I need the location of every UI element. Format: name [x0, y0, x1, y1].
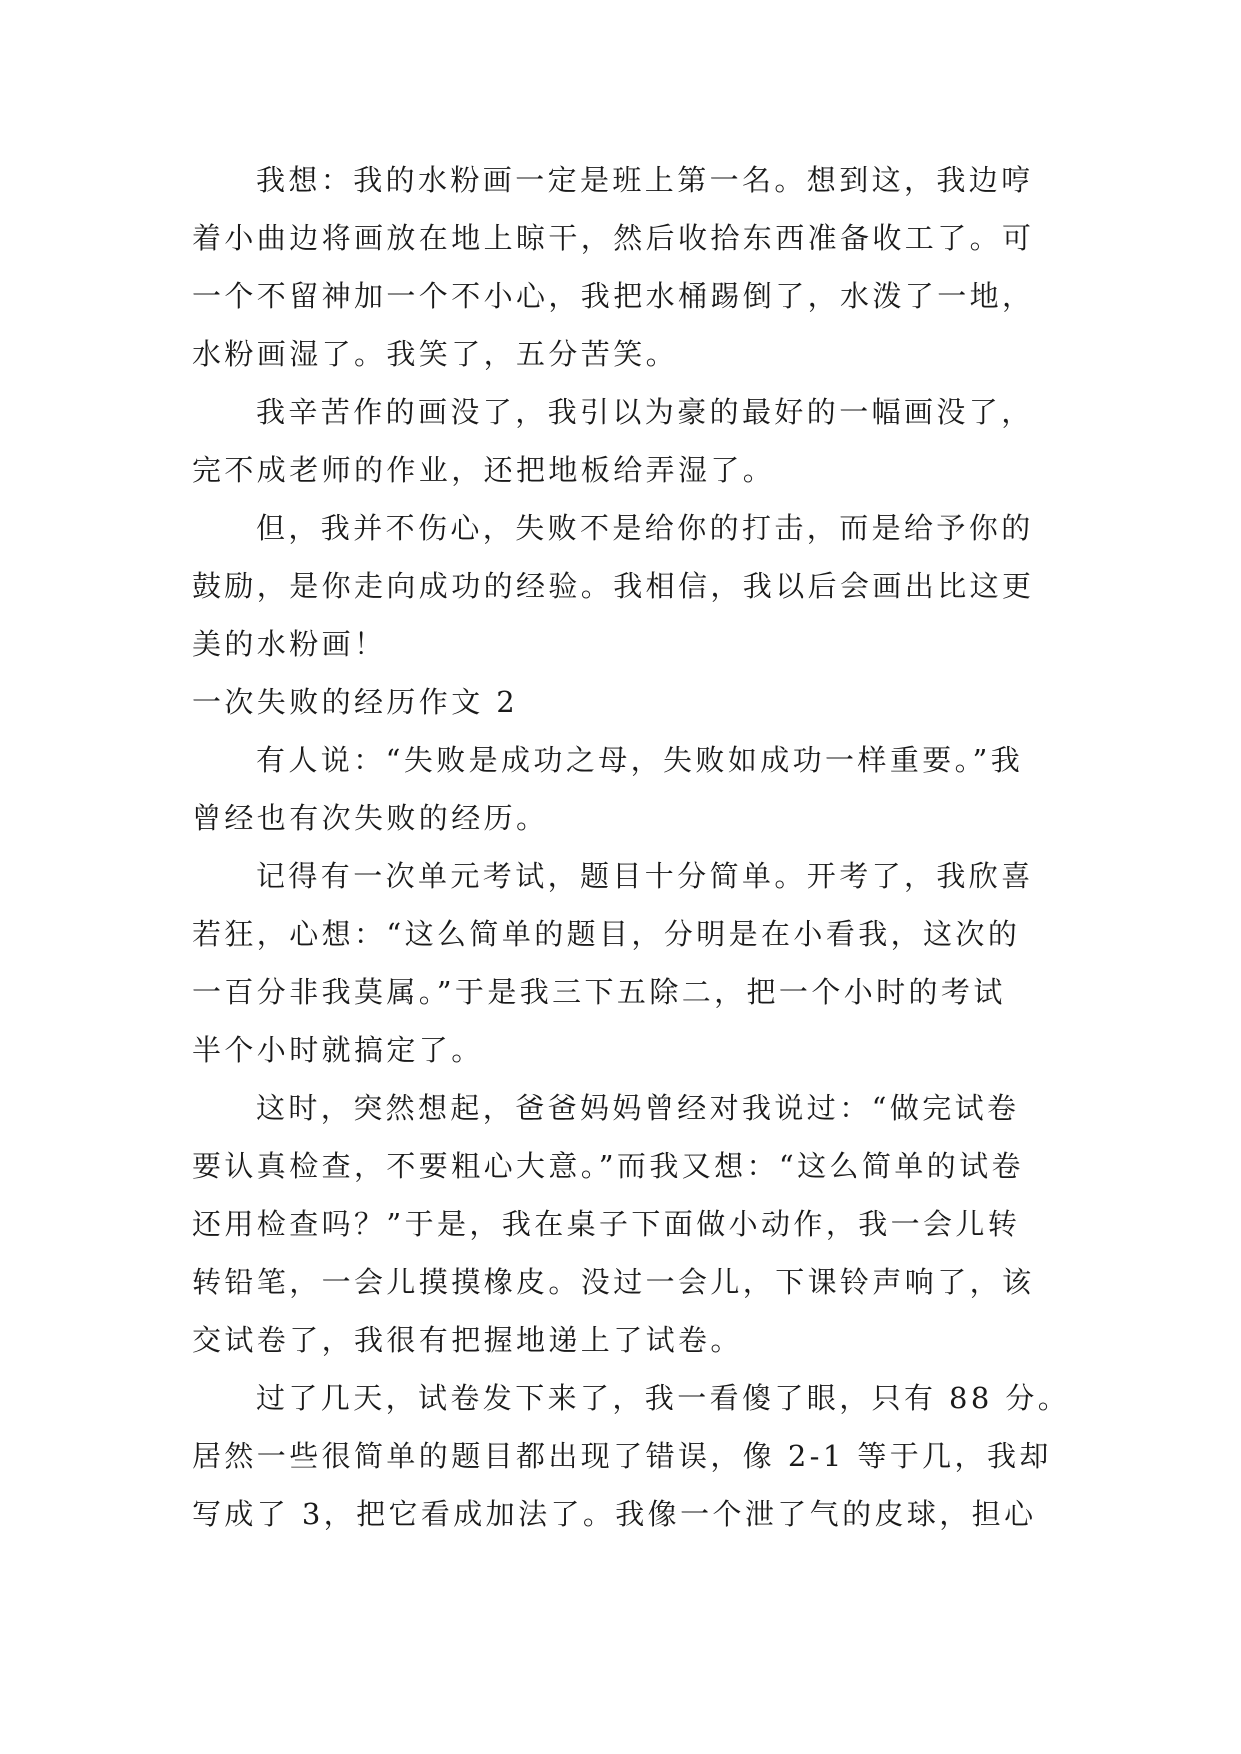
- text-line: 转铅笔，一会儿摸摸橡皮。没过一会儿，下课铃声响了，该: [192, 1265, 1035, 1299]
- text-line: 完不成老师的作业，还把地板给弄湿了。: [192, 453, 776, 487]
- text-line: 这时，突然想起，爸爸妈妈曾经对我说过：“做完试卷: [256, 1091, 1020, 1125]
- text-line: 写成了 3，把它看成加法了。我像一个泄了气的皮球，担心: [192, 1497, 1037, 1531]
- text-line: 还用检查吗？”于是，我在桌子下面做小动作，我一会儿转: [192, 1207, 1021, 1241]
- text-line: 有人说：“失败是成功之母，失败如成功一样重要。”我: [256, 743, 1024, 777]
- text-line: 过了几天，试卷发下来了，我一看傻了眼，只有 88 分。: [256, 1381, 1071, 1415]
- text-line: 一百分非我莫属。”于是我三下五除二，把一个小时的考试: [192, 975, 1006, 1009]
- section-heading: 一次失败的经历作文 2: [192, 685, 519, 719]
- text-line: 美的水粉画！: [192, 627, 387, 661]
- text-line: 记得有一次单元考试，题目十分简单。开考了，我欣喜: [256, 859, 1034, 893]
- text-line: 一个不留神加一个不小心，我把水桶踢倒了，水泼了一地，: [192, 279, 1035, 313]
- text-line: 曾经也有次失败的经历。: [192, 801, 549, 835]
- text-line: 我辛苦作的画没了，我引以为豪的最好的一幅画没了，: [256, 395, 1034, 429]
- text-line: 着小曲边将画放在地上晾干，然后收拾东西准备收工了。可: [192, 221, 1035, 255]
- text-line: 居然一些很简单的题目都出现了错误，像 2-1 等于几，我却: [192, 1439, 1052, 1473]
- text-line: 交试卷了，我很有把握地递上了试卷。: [192, 1323, 743, 1357]
- text-line: 但，我并不伤心，失败不是给你的打击，而是给予你的: [256, 511, 1034, 545]
- text-line: 水粉画湿了。我笑了，五分苦笑。: [192, 337, 679, 371]
- text-line: 要认真检查，不要粗心大意。”而我又想：“这么简单的试卷: [192, 1149, 1024, 1183]
- text-line: 鼓励，是你走向成功的经验。我相信，我以后会画出比这更: [192, 569, 1035, 603]
- text-line: 我想：我的水粉画一定是班上第一名。想到这，我边哼: [256, 163, 1034, 197]
- text-line: 若狂，心想：“这么简单的题目，分明是在小看我，这次的: [192, 917, 1021, 951]
- text-line: 半个小时就搞定了。: [192, 1033, 484, 1067]
